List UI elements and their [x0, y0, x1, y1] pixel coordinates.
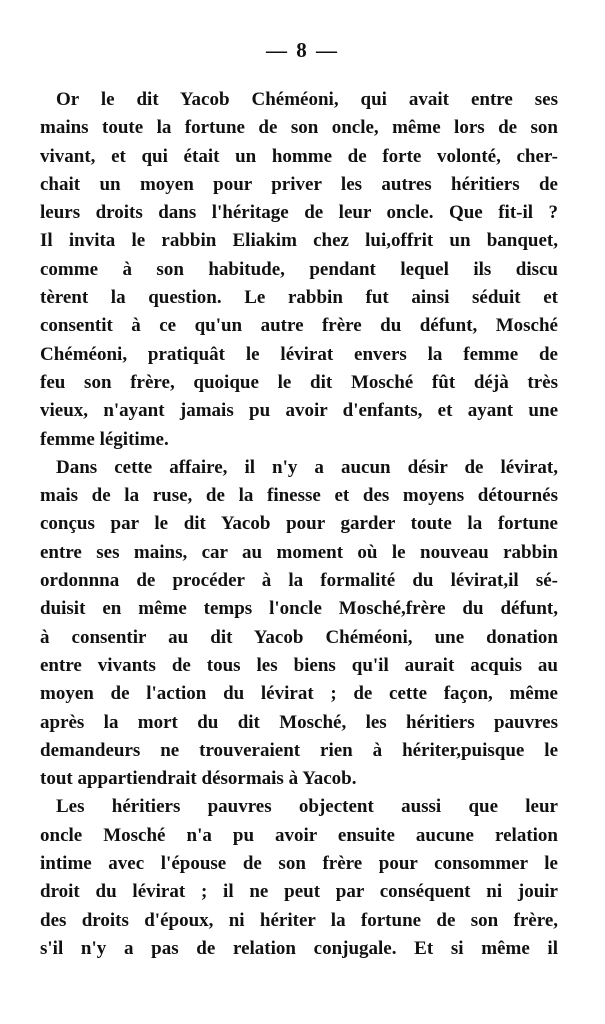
text-line: entre ses mains, car au moment où le nouveau rabbin	[40, 541, 558, 563]
text-line: vieux, n'ayant jamais pu avoir d'enfants, et ayant une	[40, 400, 558, 422]
text-line: feu son frère, quoique le dit Mosché fût déjà très	[40, 371, 558, 393]
text-line: Les héritiers pauvres objectent aussi que leur	[56, 796, 558, 818]
text-line: Or le dit Yacob Chéméoni, qui avait entre ses	[56, 89, 558, 110]
text-line: mais de la ruse, de la finesse et des moyens détournés	[40, 485, 558, 507]
page-number: — 8 —	[266, 38, 339, 62]
text-line: mains toute la fortune de son oncle, même lors de son	[40, 117, 558, 139]
text-line: après la mort du dit Mosché, les héritiers pauvres	[40, 711, 558, 733]
text-line: demandeurs ne trouveraient rien à hériter,puisque le	[40, 739, 558, 761]
text-line: vivant, et qui était un homme de forte volonté, cher-	[40, 145, 558, 167]
text-line: à consentir au dit Yacob Chéméoni, une donation	[40, 626, 558, 648]
body-text	[40, 86, 558, 963]
text-line: tout appartiendrait désormais à Yacob.	[40, 768, 357, 790]
text-line: des droits d'époux, ni hériter la fortune de son frère,	[40, 909, 558, 931]
text-line: Dans cette affaire, il n'y a aucun désir de lévirat,	[56, 456, 558, 478]
text-line: Chéméoni, pratiquât le lévirat envers la femme de	[40, 343, 558, 365]
text-line: duisit en même temps l'oncle Mosché,frère du défunt,	[40, 598, 558, 620]
text-line: tèrent la question. Le rabbin fut ainsi séduit et	[40, 287, 558, 309]
text-line: Il invita le rabbin Eliakim chez lui,offrit un banquet,	[40, 230, 558, 252]
text-line: droit du lévirat ; il ne peut par conséquent ni jouir	[40, 881, 558, 903]
text-line: ordonnna de procéder à la formalité du lévirat,il sé-	[40, 570, 558, 592]
text-line: moyen de l'action du lévirat ; de cette façon, même	[40, 683, 558, 705]
text-line: leurs droits dans l'héritage de leur oncle. Que fit-il ?	[40, 202, 558, 224]
text-line: entre vivants de tous les biens qu'il aurait acquis au	[40, 654, 558, 676]
text-line: consentit à ce qu'un autre frère du défunt, Mosché	[40, 315, 558, 337]
text-line: comme à son habitude, pendant lequel ils discu	[40, 258, 558, 280]
text-line: oncle Mosché n'a pu avoir ensuite aucune relation	[40, 824, 558, 846]
text-line: femme légitime.	[40, 428, 169, 450]
text-line: chait un moyen pour priver les autres héritiers de	[40, 173, 558, 195]
text-line: conçus par le dit Yacob pour garder toute la fortune	[40, 513, 558, 535]
text-line: intime avec l'épouse de son frère pour consommer le	[40, 853, 558, 875]
text-line: s'il n'y a pas de relation conjugale. Et si même il	[40, 937, 558, 959]
